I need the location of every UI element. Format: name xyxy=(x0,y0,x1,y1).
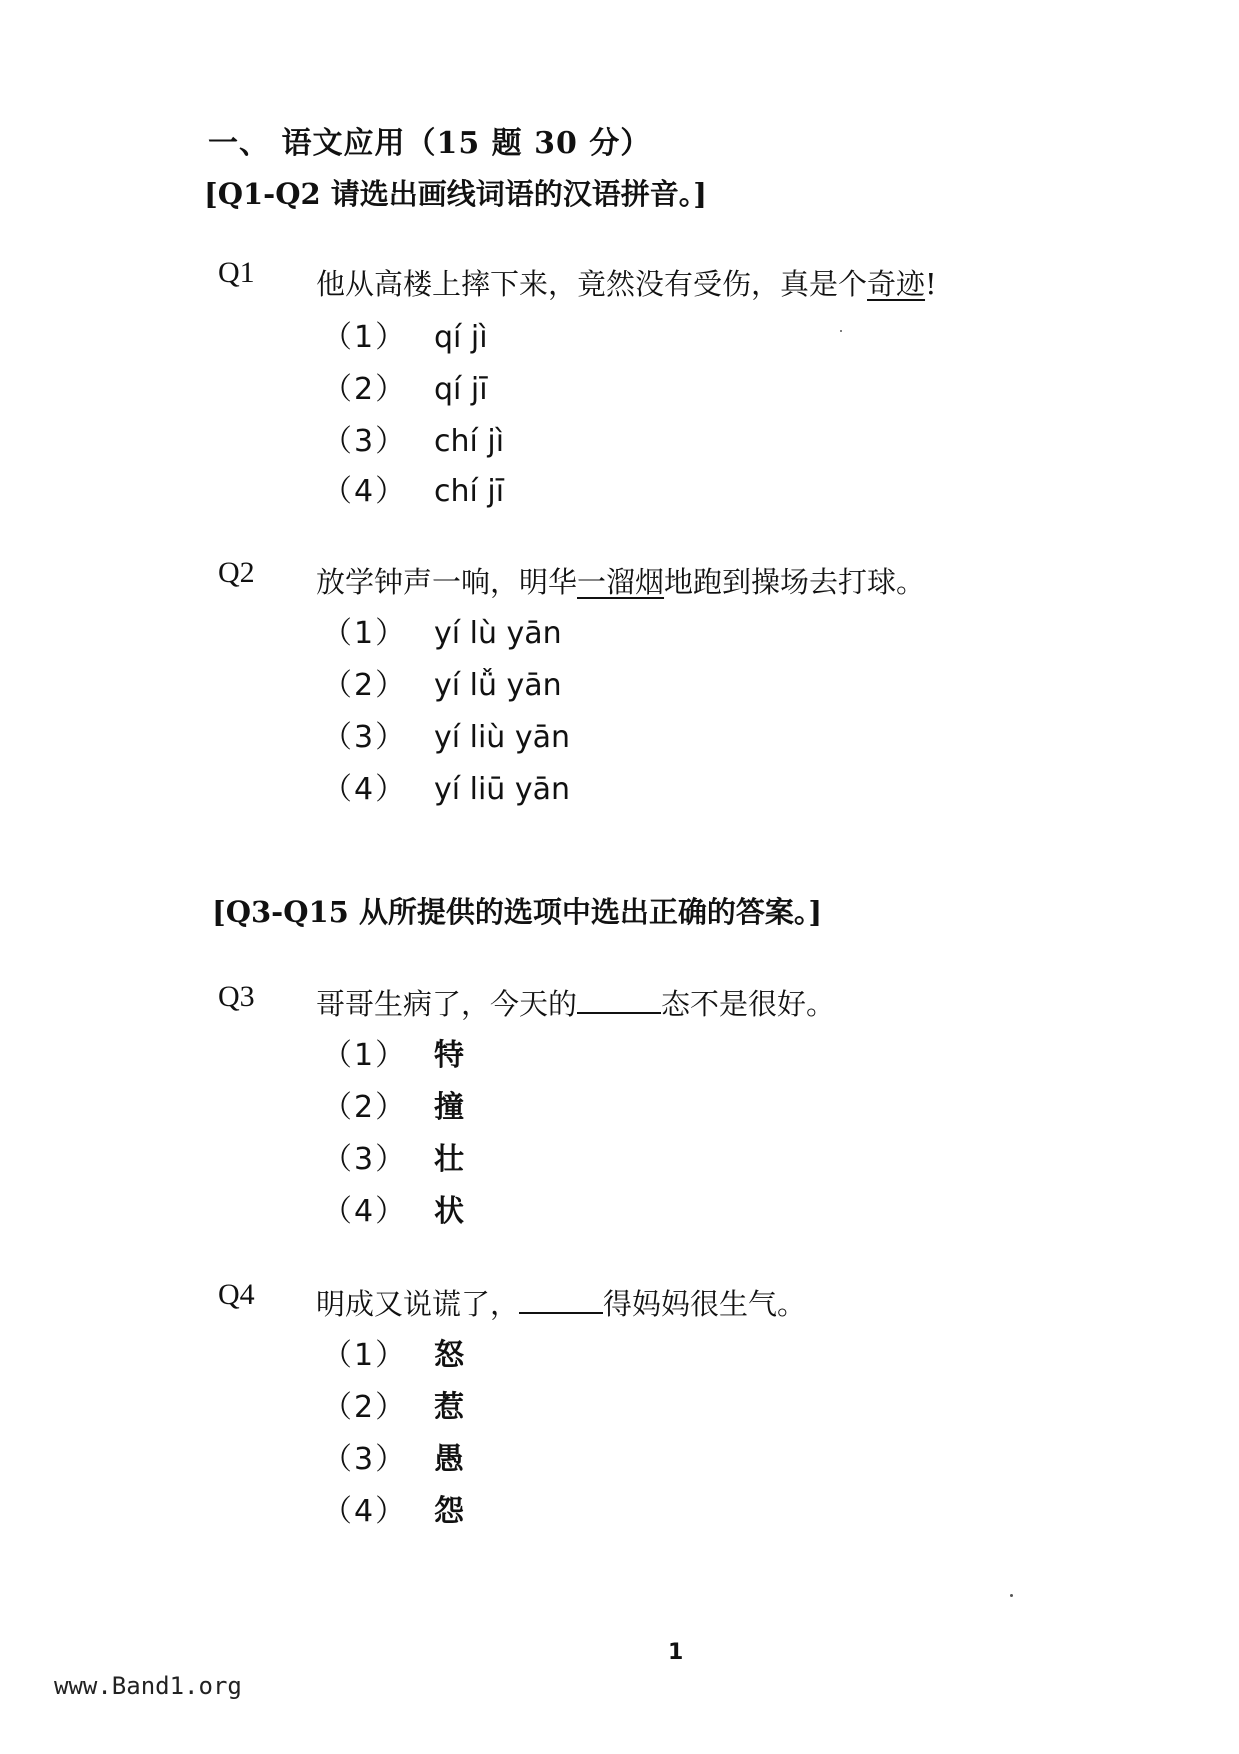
question-label-q1: Q1 xyxy=(218,256,255,289)
question-stem-q1 xyxy=(316,262,937,303)
option-number: （1） xyxy=(322,616,408,651)
question-label-q3: Q3 xyxy=(218,980,255,1013)
option-number: （4） xyxy=(322,772,408,807)
option-text: 状 xyxy=(434,1194,464,1229)
option-text: yí liù yān xyxy=(434,720,570,755)
option-text: 愚 xyxy=(434,1442,464,1477)
option-q4-3[interactable] xyxy=(322,1434,464,1477)
section-title: 一、 语文应用（15 题 30 分） xyxy=(208,126,652,161)
option-q3-2[interactable] xyxy=(322,1082,464,1125)
option-text: 撞 xyxy=(434,1090,464,1125)
option-number: （2） xyxy=(322,1090,408,1125)
option-number: （1） xyxy=(322,1038,408,1073)
stem-text-before: 放学钟声一响，明华 xyxy=(316,565,578,599)
option-text: 惹 xyxy=(434,1390,464,1425)
option-text: chí jì xyxy=(434,424,505,459)
option-text: 怒 xyxy=(434,1338,464,1373)
option-text: qí jì xyxy=(434,320,488,355)
option-number: （1） xyxy=(322,1338,408,1373)
option-number: （4） xyxy=(322,1494,408,1529)
option-number: （4） xyxy=(322,474,408,509)
stem-text-after: 地跑到操场去打球。 xyxy=(664,565,926,599)
stem-text-after: 态不是很好。 xyxy=(661,987,836,1021)
option-q4-4[interactable] xyxy=(322,1486,464,1529)
option-text: 怨 xyxy=(434,1494,464,1529)
stem-text-before: 明成又说谎了， xyxy=(316,1287,520,1321)
option-q2-2[interactable] xyxy=(322,660,562,703)
option-number: （1） xyxy=(322,320,408,355)
stem-text-before: 他从高楼上摔下来，竟然没有受伤，真是个 xyxy=(316,267,868,301)
option-q2-3[interactable] xyxy=(322,712,570,755)
option-q3-4[interactable] xyxy=(322,1186,464,1229)
option-q4-1[interactable] xyxy=(322,1330,464,1373)
option-q1-4[interactable] xyxy=(322,466,505,509)
option-number: （3） xyxy=(322,1142,408,1177)
footer-url[interactable]: www.Band1.org xyxy=(54,1672,242,1700)
option-q1-3[interactable] xyxy=(322,416,505,459)
option-text: 特 xyxy=(434,1038,464,1073)
option-text: yí liū yān xyxy=(434,772,570,807)
instruction-q1-q2: [Q1-Q2 请选出画线词语的汉语拼音。] xyxy=(204,177,707,211)
option-number: （2） xyxy=(322,1390,408,1425)
option-text: qí jī xyxy=(434,372,488,407)
answer-blank xyxy=(519,1290,603,1314)
scan-speck xyxy=(1010,1594,1013,1597)
option-q2-4[interactable] xyxy=(322,764,570,807)
option-q3-1[interactable] xyxy=(322,1030,464,1073)
option-text: chí jī xyxy=(434,474,505,509)
option-text: 壮 xyxy=(434,1142,464,1177)
option-number: （2） xyxy=(322,668,408,703)
answer-blank xyxy=(577,990,661,1014)
question-stem-q3 xyxy=(316,982,835,1023)
option-number: （3） xyxy=(322,424,408,459)
option-q1-1[interactable] xyxy=(322,312,488,355)
option-text: yí lù yān xyxy=(434,616,562,651)
question-stem-q2 xyxy=(316,560,925,601)
option-q1-2[interactable] xyxy=(322,364,488,407)
option-q4-2[interactable] xyxy=(322,1382,464,1425)
option-number: （3） xyxy=(322,1442,408,1477)
option-text: yí lǚ yān xyxy=(434,668,562,703)
option-q2-1[interactable] xyxy=(322,608,562,651)
instruction-q3-q15: [Q3-Q15 从所提供的选项中选出正确的答案。] xyxy=(212,895,823,929)
scan-speck xyxy=(840,330,842,332)
stem-underlined-word: 一溜烟 xyxy=(577,565,665,599)
option-number: （2） xyxy=(322,372,408,407)
option-number: （4） xyxy=(322,1194,408,1229)
question-label-q2: Q2 xyxy=(218,556,255,589)
option-q3-3[interactable] xyxy=(322,1134,464,1177)
question-label-q4: Q4 xyxy=(218,1278,255,1311)
stem-text-after: ! xyxy=(925,267,937,301)
question-stem-q4 xyxy=(316,1282,806,1323)
stem-underlined-word: 奇迹 xyxy=(867,267,926,301)
stem-text-after: 得妈妈很生气。 xyxy=(603,1287,807,1321)
option-number: （3） xyxy=(322,720,408,755)
stem-text-before: 哥哥生病了，今天的 xyxy=(316,987,578,1021)
page-number: 1 xyxy=(668,1640,684,1665)
